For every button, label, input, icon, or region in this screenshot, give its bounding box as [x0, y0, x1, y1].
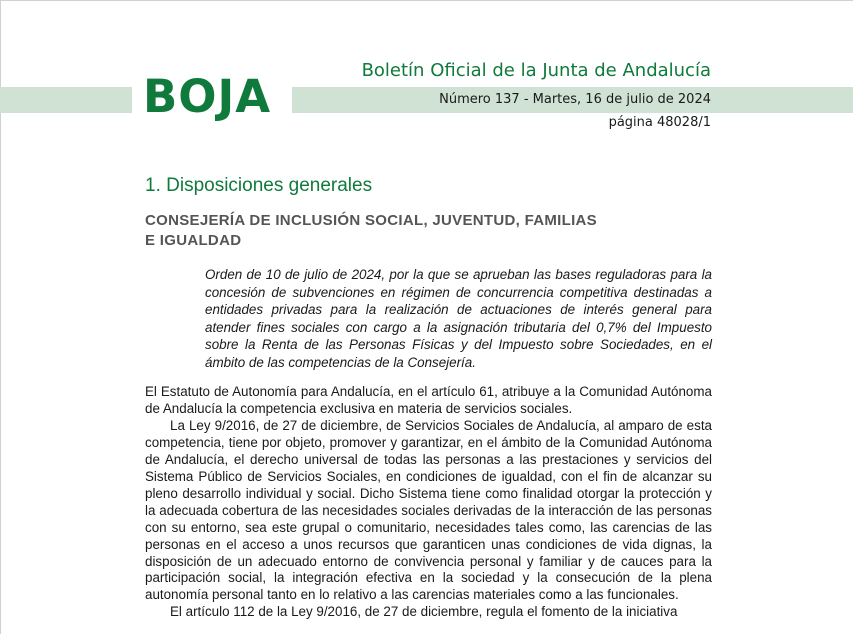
page-number: página 48028/1 — [608, 115, 711, 130]
issue-line: Número 137 - Martes, 16 de julio de 2024 — [439, 92, 711, 107]
body-paragraph: El Estatuto de Autonomía para Andalucía, en el artículo 61, atribuye a la Comunidad Autónoma de Andalucía la competencia exclusiva en materia de servicios sociales. — [145, 384, 712, 416]
department-heading — [145, 211, 665, 251]
body-text — [145, 384, 712, 621]
header-band — [0, 87, 853, 113]
boja-logo: BOJA — [143, 70, 272, 123]
page-edge-top — [0, 0, 853, 1]
journal-title: Boletín Oficial de la Junta de Andalucía — [361, 60, 711, 81]
department-line-1: CONSEJERÍA DE INCLUSIÓN SOCIAL, JUVENTUD, FAMILIAS — [145, 212, 597, 229]
order-summary: Orden de 10 de julio de 2024, por la que se aprueban las bases reguladoras para la concesión de subvenciones en régimen de concurrencia competitiva destinadas a entidades privadas para la realización de actuaciones de interés general para atender fines sociales con cargo a la asignación tributaria del 0,7% del Impuesto sobre la Renta de las Personas Físicas y del Impuesto sobre Sociedades, en el ámbito de las competencias de la Consejería. — [205, 267, 712, 370]
body-paragraph: El artículo 112 de la Ley 9/2016, de 27 de diciembre, regula el fomento de la iniciativa — [170, 604, 678, 620]
department-line-2: E IGUALDAD — [145, 232, 242, 249]
body-paragraph: La Ley 9/2016, de 27 de diciembre, de Servicios Sociales de Andalucía, al amparo de esta competencia, tiene por objeto, promover y garantizar, en el ámbito de la Comunidad Autónoma de Andalucía, el derecho universal de todas las personas a las prestaciones y servicios del Sistema Público de Servicios Sociales, en condiciones de igualdad, con el fin de alcanzar su pleno desarrollo individual y social. Dicho Sistema tiene como finalidad otorgar la protección y la adecuada cobertura de las necesidades sociales derivadas de la interacción de las personas con su entorno, sea este grupal o comunitario, necesidades tales como, las carencias de las personas en el acceso a unos recursos que garanticen unas condiciones de vida dignas, la disposición de un adecuado entorno de convivencia personal y familiar y de cauces para la participación social, la integración efectiva en la sociedad y la consecución de la plena autonomía personal tanto en lo relativo a las carencias materiales como a las funcionales. — [145, 417, 712, 603]
section-title: 1. Disposiciones generales — [145, 175, 373, 196]
